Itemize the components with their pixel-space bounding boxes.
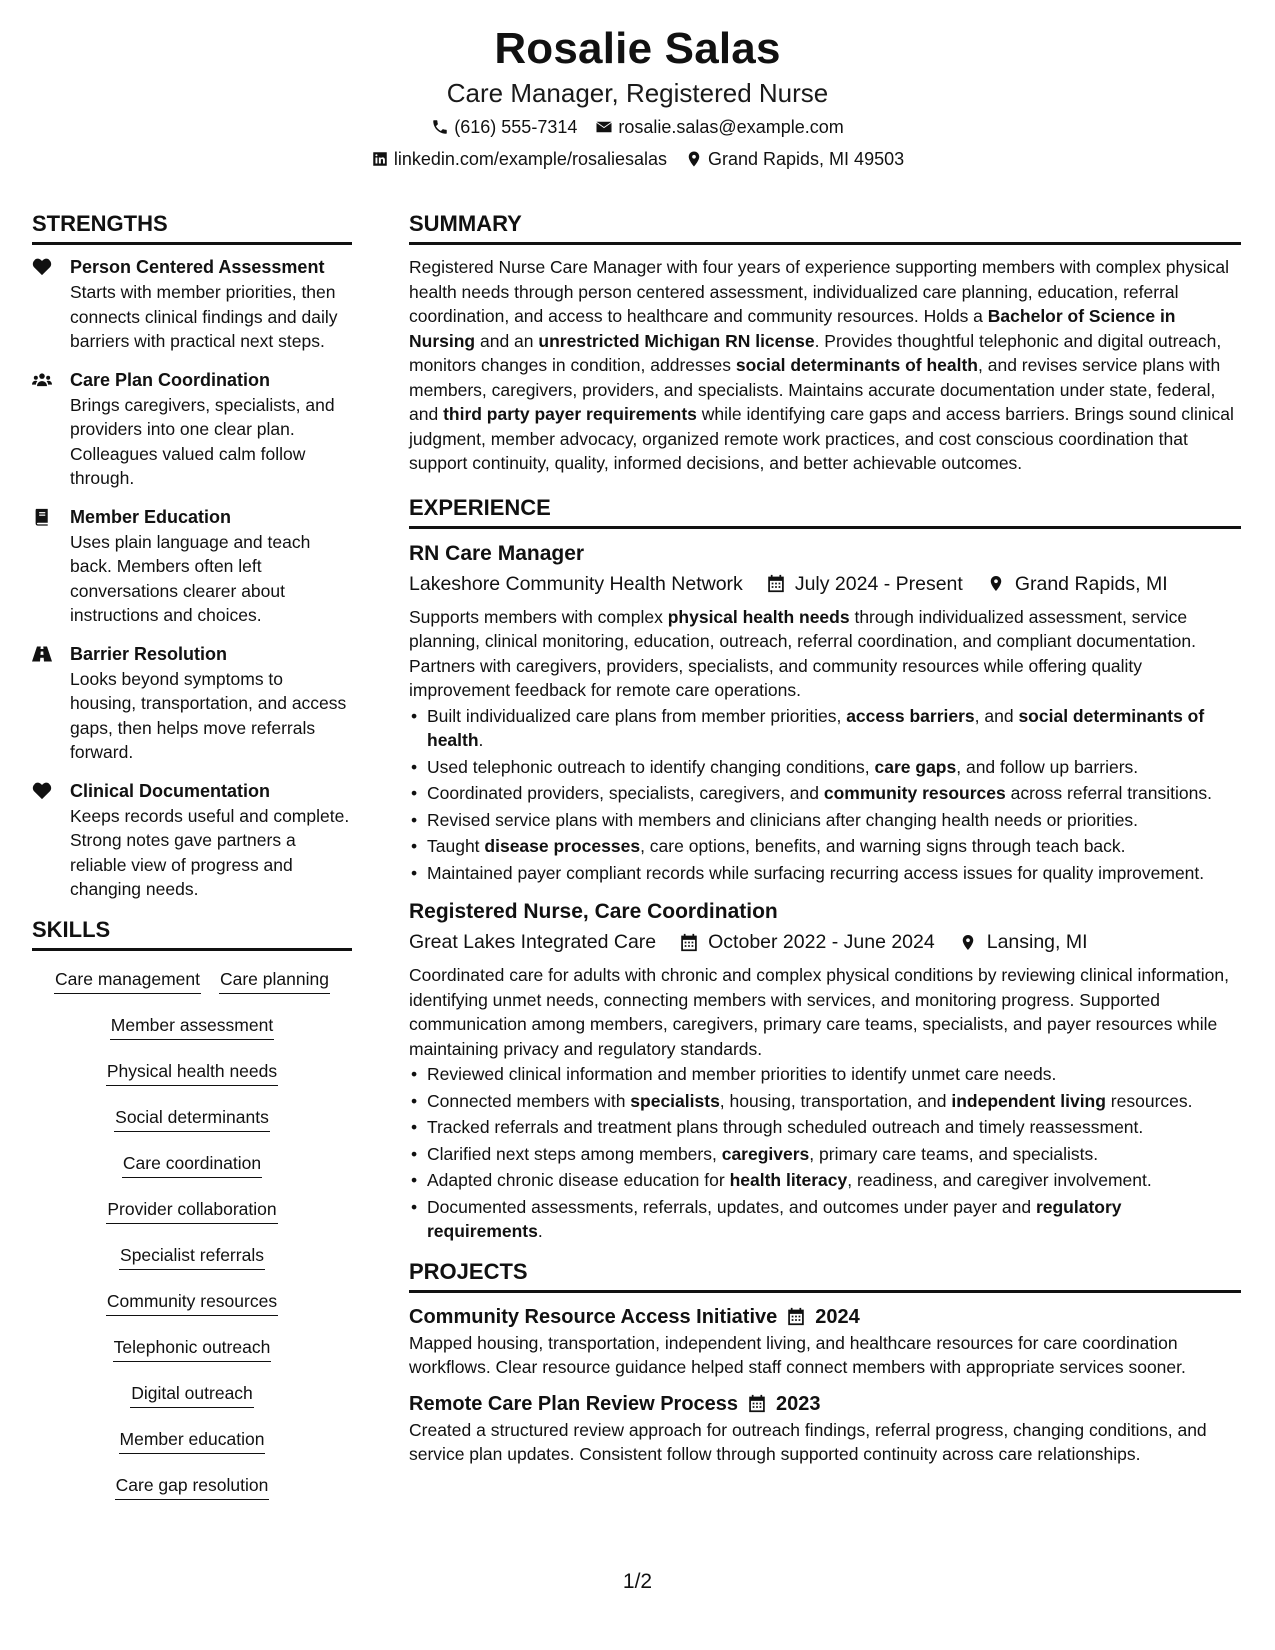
bold-text: unrestricted Michigan RN license <box>538 330 815 351</box>
bullet-item <box>409 808 1241 833</box>
bullet-item <box>409 861 1241 886</box>
phone-contact <box>431 112 577 142</box>
heart-icon <box>32 258 52 276</box>
text-run: and an <box>475 330 539 351</box>
job-title: Registered Nurse, Care Coordination <box>409 900 778 923</box>
summary-text <box>409 255 1241 476</box>
skill-tag: Social determinants <box>114 1105 270 1132</box>
job-meta <box>409 569 1241 599</box>
project-title: Remote Care Plan Review Process <box>409 1392 739 1415</box>
strength-desc: Looks beyond symptoms to housing, transportation, and access gaps, then helps move referrals forward. <box>70 668 347 762</box>
strength-item <box>32 642 352 765</box>
phone-icon <box>431 118 449 136</box>
text-run: , readiness, and caregiver involvement. <box>847 1170 1152 1190</box>
strength-item <box>32 505 352 628</box>
calendar-icon <box>748 1394 766 1413</box>
left-column <box>32 210 352 1521</box>
text-run: Used telephonic outreach to identify changing conditions, <box>427 756 875 777</box>
projects-list <box>409 1303 1241 1467</box>
project-description: Created a structured review approach for outreach findings, referral progress, changing conditions, and service plan updates. Consistent follow through supported continuity across care relationships. <box>409 1419 1207 1464</box>
strength-title: Care Plan Coordination <box>70 369 271 390</box>
candidate-title: Care Manager, Registered Nurse <box>446 78 829 108</box>
right-column <box>409 210 1241 1477</box>
text-run: , and follow up barriers. <box>956 756 1139 777</box>
bold-text: access barriers <box>846 705 975 726</box>
project-entry <box>409 1390 1241 1467</box>
text-run: , and revises service plans with members, caregivers, providers, and specialists. Maintains accurate documentation under state, federal, and <box>409 355 1221 424</box>
job-title: RN Care Manager <box>409 541 585 565</box>
email-contact[interactable] <box>595 112 843 142</box>
envelope-icon <box>595 118 613 136</box>
contact-row-2 <box>0 144 1275 174</box>
bullet-item <box>409 704 1241 753</box>
text-run: Revised service plans with members and clinicians after changing health needs or priorities. <box>427 809 1139 830</box>
bullet-item <box>409 1115 1241 1140</box>
strength-item <box>32 255 352 354</box>
location-contact <box>685 144 904 174</box>
project-year: 2023 <box>776 1392 821 1415</box>
contact-row-1 <box>0 112 1275 142</box>
job-company: Lakeshore Community Health Network <box>409 572 743 595</box>
linkedin-text[interactable]: linkedin.com/example/rosaliesalas <box>393 149 667 169</box>
skills-list <box>32 961 352 1521</box>
bullet-item <box>409 755 1241 780</box>
strength-item <box>32 368 352 491</box>
job-entry <box>409 539 1241 886</box>
bold-text: Bachelor of Science in Nursing <box>409 306 1176 351</box>
email-text[interactable]: rosalie.salas@example.com <box>618 117 844 137</box>
bold-text: disease processes <box>484 836 641 856</box>
bullet-item <box>409 1168 1241 1193</box>
bold-text: community resources <box>823 783 1006 803</box>
summary-heading: SUMMARY <box>409 210 1241 245</box>
text-run: , housing, transportation, and <box>719 1090 952 1111</box>
text-run: Coordinated providers, specialists, caregivers, and <box>427 783 824 803</box>
strength-title: Person Centered Assessment <box>70 257 325 277</box>
strengths-heading: STRENGTHS <box>32 210 352 245</box>
bullet-item <box>409 1195 1241 1244</box>
text-run: Maintained payer compliant records while surfacing recurring access issues for quality improvement. <box>427 862 1205 883</box>
bold-text: regulatory requirements <box>427 1196 1122 1241</box>
bold-text: caregivers <box>721 1143 810 1164</box>
job-company: Great Lakes Integrated Care <box>409 931 657 953</box>
linkedin-icon <box>371 150 389 168</box>
skill-tag: Physical health needs <box>106 1059 278 1086</box>
candidate-name: Rosalie Salas <box>494 24 781 73</box>
strength-desc: Brings caregivers, specialists, and providers into one clear plan. Colleagues valued calm follow through. <box>70 394 335 488</box>
linkedin-contact[interactable] <box>371 144 667 174</box>
skill-tag: Digital outreach <box>130 1381 254 1408</box>
job-description <box>409 963 1241 1061</box>
skill-tag: Telephonic outreach <box>113 1335 272 1362</box>
strength-desc: Starts with member priorities, then connects clinical findings and daily barriers with practical next steps. <box>70 282 338 351</box>
text-run: , primary care teams, and specialists. <box>809 1143 1099 1164</box>
text-run: through individualized assessment, service planning, clinical monitoring, education, outreach, referral coordination, and compliant documentation. Partners with caregivers, providers, specialists, and community resources while offering quality improvement feedback for remote care operations. <box>409 606 1196 700</box>
job-dates: July 2024 - Present <box>794 572 963 595</box>
job-dates: October 2022 - June 2024 <box>708 931 935 953</box>
skill-tag: Care planning <box>219 967 330 994</box>
strength-desc: Keeps records useful and complete. Strong notes gave partners a reliable view of progress and changing needs. <box>70 805 350 899</box>
project-description: Mapped housing, transportation, independent living, and healthcare resources for care coordination workflows. Clear resource guidance helped staff connect members with appropriate services sooner. <box>409 1332 1186 1377</box>
strength-item <box>32 779 352 902</box>
text-run: . Provides thoughtful telephonic and digital outreach, monitors changes in condition, addresses <box>409 330 1222 375</box>
skill-tag: Care gap resolution <box>115 1473 270 1500</box>
text-run: Taught <box>427 836 485 856</box>
text-run: Tracked referrals and treatment plans through scheduled outreach and timely reassessment. <box>427 1117 1144 1137</box>
bold-text: social determinants of health <box>735 355 978 375</box>
text-run: Documented assessments, referrals, updates, and outcomes under payer and <box>427 1196 1036 1217</box>
calendar-icon <box>680 933 698 952</box>
project-title-row <box>409 1390 1241 1418</box>
bullet-item <box>409 1089 1241 1114</box>
book-icon <box>32 508 52 526</box>
users-icon <box>32 371 52 389</box>
job-bullets <box>409 704 1241 886</box>
job-meta <box>409 927 1241 957</box>
calendar-icon <box>787 1307 805 1326</box>
text-run: while identifying care gaps and access barriers. Brings sound clinical judgment, member advocacy, organized remote work practices, and cost conscious coordination that support continuity, quality, informed decisions, and better achievable outcomes. <box>409 404 1234 473</box>
bold-text: health literacy <box>729 1170 848 1190</box>
job-location: Grand Rapids, MI <box>1014 572 1168 595</box>
strength-desc: Uses plain language and teach back. Members often left conversations clearer about instructions and choices. <box>70 531 311 625</box>
strength-title: Clinical Documentation <box>70 780 271 801</box>
skill-tag: Care management <box>54 967 201 994</box>
job-bullets <box>409 1062 1241 1244</box>
map-pin-icon <box>959 933 977 952</box>
text-run: , and <box>974 705 1019 726</box>
text-run: resources. <box>1105 1090 1193 1111</box>
strength-title: Barrier Resolution <box>70 643 228 664</box>
bullet-item <box>409 834 1241 859</box>
project-title-row <box>409 1303 1241 1331</box>
skill-tag: Specialist referrals <box>119 1243 265 1270</box>
bold-text: social determinants of health <box>427 705 1205 750</box>
skill-tag: Member assessment <box>110 1013 274 1040</box>
text-run: Registered Nurse Care Manager with four years of experience supporting members with complex physical health needs through person centered assessment, individualized care planning, education, referral coordination, and access to healthcare and community resources. Holds a <box>409 257 1229 326</box>
experience-heading: EXPERIENCE <box>409 494 1241 529</box>
text-run: . <box>537 1221 543 1241</box>
text-run: across referral transitions. <box>1005 783 1212 803</box>
text-run: Coordinated care for adults with chronic and complex physical conditions by reviewing clinical information, identifying unmet needs, connecting members with services, and monitoring progress. Supported communication among members, caregivers, primary care teams, specialists, and payer resources while maintaining privacy and regulatory standards. <box>409 965 1229 1059</box>
skill-tag: Community resources <box>106 1289 278 1316</box>
phone-text: (616) 555-7314 <box>454 117 578 137</box>
text-run: . <box>478 730 484 750</box>
bold-text: independent living <box>951 1090 1106 1111</box>
map-pin-icon <box>685 150 703 168</box>
text-run: Supports members with complex <box>409 606 668 627</box>
jobs-list <box>409 539 1241 1244</box>
text-run: , care options, benefits, and warning signs through teach back. <box>640 836 1126 856</box>
bullet-item <box>409 1062 1241 1087</box>
bullet-item <box>409 781 1241 806</box>
heart-icon <box>32 782 52 800</box>
project-entry <box>409 1303 1241 1380</box>
bullet-item <box>409 1142 1241 1167</box>
map-pin-icon <box>987 574 1005 593</box>
text-run: Built individualized care plans from member priorities, <box>427 705 847 726</box>
calendar-icon <box>767 574 785 593</box>
text-run: Adapted chronic disease education for <box>427 1170 730 1190</box>
project-title: Community Resource Access Initiative <box>409 1305 778 1328</box>
resume-header <box>0 22 1275 174</box>
bold-text: physical health needs <box>667 606 850 627</box>
bold-text: third party payer requirements <box>443 404 697 424</box>
location-text: Grand Rapids, MI 49503 <box>708 149 905 169</box>
project-year: 2024 <box>815 1305 860 1328</box>
bold-text: care gaps <box>874 756 957 777</box>
projects-heading: PROJECTS <box>409 1258 1241 1293</box>
text-run: Connected members with <box>427 1090 631 1111</box>
text-run: Reviewed clinical information and member priorities to identify unmet care needs. <box>427 1064 1057 1084</box>
page-number: 1/2 <box>622 1570 653 1593</box>
skill-tag: Member education <box>119 1427 266 1454</box>
text-run: Clarified next steps among members, <box>427 1143 722 1164</box>
job-entry <box>409 897 1241 1244</box>
skill-tag: Provider collaboration <box>106 1197 277 1224</box>
road-icon <box>32 645 52 663</box>
strength-title: Member Education <box>70 506 232 527</box>
skills-heading: SKILLS <box>32 916 352 951</box>
skill-tag: Care coordination <box>122 1151 262 1178</box>
job-location: Lansing, MI <box>986 931 1088 953</box>
bold-text: specialists <box>630 1090 720 1111</box>
job-description <box>409 605 1241 703</box>
